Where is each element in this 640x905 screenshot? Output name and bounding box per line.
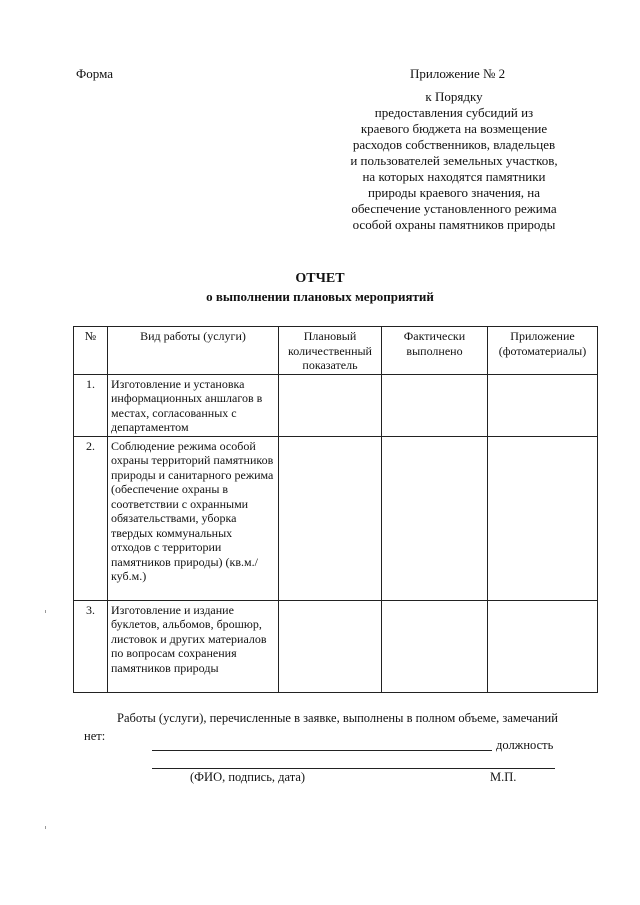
margin-mark <box>45 826 46 829</box>
appendix-line: расходов собственников, владельцев <box>352 137 556 152</box>
header-actual-completed: Фактически выполнено <box>382 327 488 375</box>
row-actual-cell[interactable] <box>382 436 488 600</box>
appendix-title: Приложение № 2 <box>410 66 506 81</box>
header-attachment-photos: Приложение (фотоматериалы) <box>488 327 598 375</box>
row-actual-cell[interactable] <box>382 374 488 436</box>
row-attachment-cell[interactable] <box>488 374 598 436</box>
appendix-line: к Порядку <box>425 89 483 104</box>
header-planned-indicator: Плановый количественный показатель <box>279 327 382 375</box>
row-actual-cell[interactable] <box>382 600 488 692</box>
appendix-description <box>330 89 578 233</box>
header-number: № <box>74 327 108 375</box>
row-planned-cell[interactable] <box>279 600 382 692</box>
row-number: 3. <box>74 600 108 692</box>
appendix-line: особой охраны памятников природы <box>352 217 556 232</box>
appendix-line: предоставления субсидий из <box>374 105 534 120</box>
row-work: Соблюдение режима особой охраны территорий памятников природы и санитарного режима (обеспечение охраны в соответствии с охранными обязательствами, уборка твердых коммунальных отходов с территории памятников природы) (кв.м./куб.м.) <box>108 436 279 600</box>
appendix-line: обеспечение установленного режима <box>351 201 557 216</box>
report-subtitle: о выполнении плановых мероприятий <box>206 289 434 304</box>
stamp-label: М.П. <box>490 770 517 784</box>
completion-statement-tail: нет: <box>84 729 106 743</box>
header-work-type: Вид работы (услуги) <box>108 327 279 375</box>
margin-mark <box>45 610 46 613</box>
completion-statement: Работы (услуги), перечисленные в заявке, выполнены в полном объеме, замечаний <box>117 711 558 725</box>
appendix-line: краевого бюджета на возмещение <box>360 121 548 136</box>
position-label: должность <box>496 738 554 752</box>
row-work: Изготовление и издание буклетов, альбомов, брошюр, листовок и других материалов по вопросам сохранения памятников природы <box>108 600 279 692</box>
table-row <box>74 374 598 436</box>
row-number: 2. <box>74 436 108 600</box>
activities-table <box>73 326 598 693</box>
appendix-line: на которых находятся памятники <box>362 169 546 184</box>
form-label: Форма <box>76 66 113 81</box>
appendix-line: природы краевого значения, на <box>367 185 541 200</box>
row-attachment-cell[interactable] <box>488 436 598 600</box>
table-header-row <box>74 327 598 375</box>
report-title: ОТЧЕТ <box>295 271 345 286</box>
row-work: Изготовление и установка информационных аншлагов в местах, согласованных с департаментом <box>108 374 279 436</box>
row-planned-cell[interactable] <box>279 436 382 600</box>
fio-signature-date-label: (ФИО, подпись, дата) <box>190 770 306 784</box>
appendix-line: и пользователей земельных участков, <box>350 153 558 168</box>
table-row <box>74 600 598 692</box>
fio-signature-line[interactable] <box>152 768 555 769</box>
table-row <box>74 436 598 600</box>
signature-line[interactable] <box>152 750 492 751</box>
row-planned-cell[interactable] <box>279 374 382 436</box>
row-number: 1. <box>74 374 108 436</box>
row-attachment-cell[interactable] <box>488 600 598 692</box>
